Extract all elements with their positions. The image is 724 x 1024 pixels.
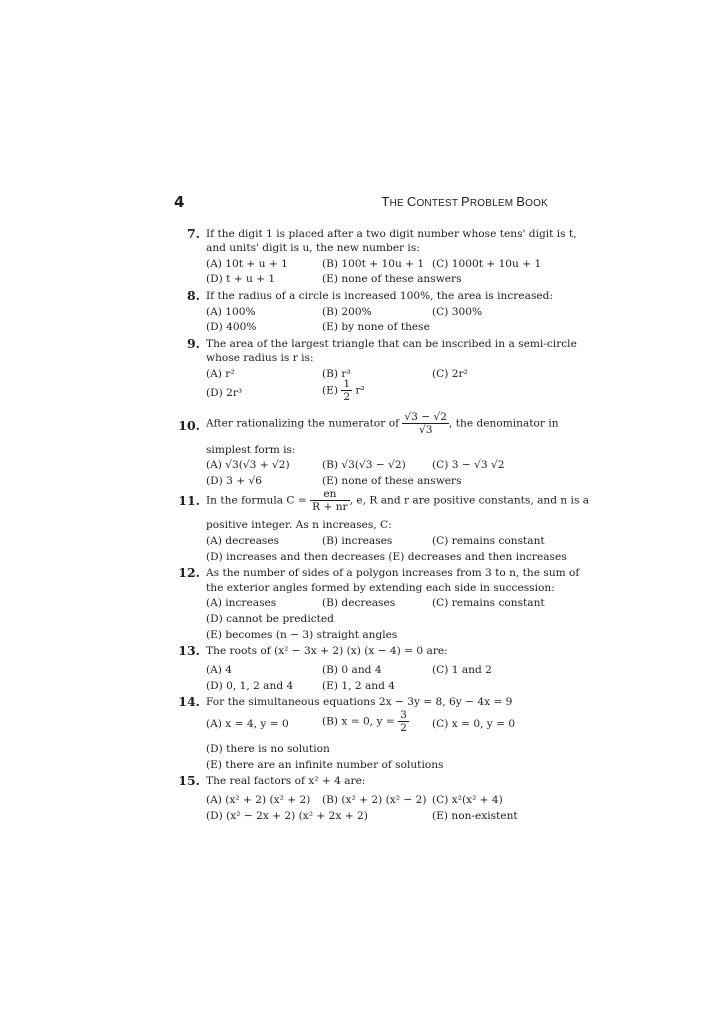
question-text: For the simultaneous equations 2x − 3y = 8, 6y − 4x = 9 (206, 696, 513, 708)
answer-option: (E) by none of these (322, 321, 430, 333)
answer-option: (A) √3(√3 + √2) (206, 459, 290, 471)
fraction: $\frac{en}{R + nr}$ (312, 488, 348, 513)
question-text: and units' digit is u, the new number is: (206, 242, 420, 254)
answer-option: (E) non-existent (432, 810, 518, 822)
answer-option: (A) x = 4, y = 0 (206, 718, 289, 730)
answer-option: (D) cannot be predicted (206, 613, 334, 625)
answer-option: (B) increases (322, 535, 393, 547)
question-number: 12. (178, 565, 200, 580)
question-number: 10. (178, 418, 200, 433)
question-text: In the formula C = $\frac{en}{R + nr}$ , e, R and r are positive constants, and n is a (206, 488, 590, 513)
answer-option: (B) √3(√3 − √2) (322, 459, 406, 471)
answer-option: (E) $\frac{1}{2}$ r² (322, 378, 365, 403)
answer-option: (A) 100% (206, 306, 256, 318)
answer-option: (C) 1000t + 10u + 1 (432, 258, 542, 270)
question-text: As the number of sides of a polygon increases from 3 to n, the sum of (206, 567, 580, 579)
answer-option: (D) 400% (206, 321, 257, 333)
answer-option: (D) 2r³ (206, 387, 243, 399)
question-text: If the digit 1 is placed after a two digit number whose tens' digit is t, (206, 228, 577, 240)
question-number: 15. (178, 773, 200, 788)
question-text: simplest form is: (206, 444, 296, 456)
answer-option: (C) remains constant (432, 535, 545, 547)
answer-option: (C) 1 and 2 (432, 664, 492, 676)
answer-option: (A) (x² + 2) (x² + 2) (206, 794, 311, 806)
answer-option: (A) 10t + u + 1 (206, 258, 288, 270)
page-header (174, 193, 548, 211)
answer-option: (B) 200% (322, 306, 372, 318)
question-number: 7. (186, 226, 200, 241)
answer-option: (E) there are an infinite number of solutions (206, 759, 444, 771)
answer-option: (C) 300% (432, 306, 483, 318)
answer-option: (C) x²(x² + 4) (432, 794, 503, 806)
question-text: The area of the largest triangle that can be inscribed in a semi-circle (206, 338, 577, 350)
fraction: $\frac{1}{2}$ (343, 378, 351, 403)
question-text: If the radius of a circle is increased 100%, the area is increased: (206, 290, 554, 302)
answer-option: (B) 100t + 10u + 1 (322, 258, 425, 270)
answer-option: (B) (x² + 2) (x² − 2) (322, 794, 427, 806)
page-number: 4 (174, 193, 185, 211)
question-number: 8. (186, 288, 200, 303)
answer-option: (E) none of these answers (322, 273, 462, 285)
answer-option: (B) x = 0, y = $\frac{3}{2}$ (322, 709, 407, 734)
answer-option: (C) remains constant (432, 597, 545, 609)
question-text: The real factors of x² + 4 are: (206, 775, 366, 787)
answer-option: (D) 0, 1, 2 and 4 (206, 680, 294, 692)
answer-option: (A) r² (206, 368, 235, 380)
question-text: whose radius is r is: (206, 352, 314, 364)
fraction: $\frac{√3 - √2}{√3}$ (404, 411, 447, 436)
question-text: the exterior angles formed by extending each side in succession: (206, 582, 555, 594)
answer-option: (B) 0 and 4 (322, 664, 382, 676)
question-number: 13. (178, 643, 200, 658)
answer-option: (D) t + u + 1 (206, 273, 276, 285)
answer-option: (E) becomes (n − 3) straight angles (206, 629, 398, 641)
answer-option: (B) decreases (322, 597, 396, 609)
fraction: $\frac{3}{2}$ (400, 709, 407, 734)
running-title: THE CONTEST PROBLEM BOOK (381, 194, 548, 209)
answer-option: (D) there is no solution (206, 743, 330, 755)
answer-option: (E) none of these answers (322, 475, 462, 487)
question-number: 14. (178, 694, 200, 709)
answer-option: (B) r³ (322, 368, 351, 380)
answer-option: (D) increases and then decreases (E) decreases and then increases (206, 551, 567, 563)
question-number: 11. (178, 493, 200, 508)
answer-option: (A) decreases (206, 535, 280, 547)
answer-option: (C) 3 − √3 √2 (432, 459, 505, 471)
answer-option: (C) 2r² (432, 368, 468, 380)
answer-option: (A) increases (206, 597, 277, 609)
answer-option: (D) (x² − 2x + 2) (x² + 2x + 2) (206, 810, 368, 822)
answer-option: (A) 4 (206, 664, 233, 676)
question-text: After rationalizing the numerator of $\frac{√3 - √2}{√3}$ , the denominator in (206, 411, 559, 436)
answer-option: (D) 3 + √6 (206, 475, 262, 487)
question-text: The roots of (x² − 3x + 2) (x) (x − 4) = 0 are: (206, 645, 448, 657)
answer-option: (C) x = 0, y = 0 (432, 718, 516, 730)
answer-option: (E) 1, 2 and 4 (322, 680, 395, 692)
question-number: 9. (186, 336, 200, 351)
question-text: positive integer. As n increases, C: (206, 519, 392, 531)
